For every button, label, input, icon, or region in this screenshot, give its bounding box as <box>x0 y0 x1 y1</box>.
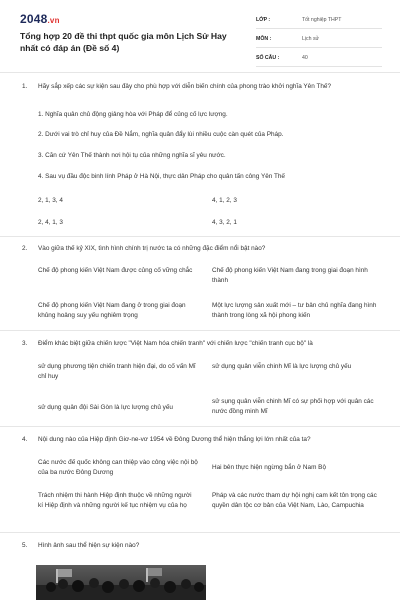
logo-suffix: .vn <box>47 16 60 25</box>
question-text: Hình ảnh sau thể hiện sự kiện nào? <box>38 542 140 549</box>
answer-option[interactable]: 2, 4, 1, 3 <box>38 219 63 226</box>
site-logo[interactable] <box>20 12 60 26</box>
question-divider <box>0 426 400 427</box>
exam-meta <box>256 14 382 71</box>
answer-option[interactable]: Chế độ phong kiến Việt Nam đang trong giai đoạn hình thành <box>212 267 368 284</box>
question-number: 4. <box>22 436 28 443</box>
list-item: 4. Sau vụ đầu độc binh lính Pháp ở Hà Nội, thực dân Pháp cho quân tấn công Yên Thế <box>38 173 285 180</box>
question-divider <box>0 532 400 533</box>
question-text: Điểm khác biệt giữa chiến lược "Việt Nam hóa chiến tranh" với chiến lược "chiến tranh cục bộ" là <box>38 340 313 347</box>
question-number: 5. <box>22 542 28 549</box>
meta-value: Lịch sử <box>302 36 320 42</box>
exam-header <box>20 12 382 72</box>
header-divider <box>0 72 400 73</box>
answer-option[interactable]: 4, 3, 2, 1 <box>212 219 237 226</box>
question-text: Nội dung nào của Hiệp định Giơ-ne-vơ 1954 về Đông Dương thể hiện thắng lợi lớn nhất của ta? <box>38 436 311 443</box>
answer-option[interactable]: 4, 1, 2, 3 <box>212 197 237 204</box>
meta-question-count <box>256 52 382 67</box>
logo-text: 2048 <box>20 12 48 26</box>
list-item: 2. Dưới vai trò chỉ huy của Đề Nắm, nghĩa quân đẩy lùi nhiều cuộc càn quét của Pháp. <box>38 131 284 138</box>
meta-value: Tốt nghiệp THPT <box>302 17 342 23</box>
answer-option[interactable]: 2, 1, 3, 4 <box>38 197 63 204</box>
question-divider <box>0 236 400 237</box>
answer-option[interactable]: Trách nhiệm thi hành Hiệp định thuộc về những người kí Hiệp định và những người kế tục nhiệm vụ của họ <box>38 492 192 509</box>
answer-option[interactable]: Một lực lượng sản xuất mới – tư bản chủ nghĩa đang hình thành trong lòng xã hội phong kiến <box>212 302 377 319</box>
answer-option[interactable]: Hai bên thực hiện ngừng bắn ở Nam Bộ <box>212 464 326 471</box>
question-number: 3. <box>22 340 28 347</box>
meta-class <box>256 14 382 29</box>
question-text: Vào giữa thế kỷ XIX, tình hình chính trị nước ta có những đặc điểm nổi bật nào? <box>38 245 266 252</box>
answer-option[interactable]: Các nước đế quốc không can thiệp vào công việc nội bộ của ba nước Đông Dương <box>38 459 198 476</box>
answer-option[interactable]: Chế độ phong kiến Việt Nam được củng cố vững chắc <box>38 267 193 274</box>
answer-option[interactable]: sử dụng phương tiện chiến tranh hiện đại, do cố vấn Mĩ chỉ huy <box>38 363 196 380</box>
question-number: 1. <box>22 83 28 90</box>
question-photo <box>36 565 206 600</box>
meta-key: SỐ CÂU : <box>256 55 280 61</box>
answer-option[interactable]: Pháp và các nước tham dự hội nghị cam kết tôn trọng các quyền dân tộc cơ bản của Việt Nam, Lào, Campuchia <box>212 492 377 509</box>
question-divider <box>0 330 400 331</box>
meta-value: 40 <box>302 55 308 61</box>
historical-photo-image <box>36 565 206 600</box>
list-item: 3. Căn cứ Yên Thế thành nơi hội tụ của những nghĩa sĩ yêu nước. <box>38 152 226 159</box>
answer-option[interactable]: Chế độ phong kiến Việt Nam đang ở trong giai đoạn khủng hoảng suy yếu nghiêm trọng <box>38 302 186 319</box>
meta-key: LỚP : <box>256 17 271 23</box>
meta-key: MÔN : <box>256 36 272 42</box>
meta-subject <box>256 33 382 48</box>
answer-option[interactable]: sử sụng quân viễn chinh Mĩ có sự phối hợp với quân các nước đồng minh Mĩ <box>212 398 374 415</box>
list-item: 1. Nghĩa quân chủ động giảng hòa với Pháp để củng cố lực lượng. <box>38 111 228 118</box>
exam-title: Tổng hợp 20 đề thi thpt quốc gia môn Lịch Sử Hay nhất có đáp án (Đề số 4) <box>20 31 227 53</box>
answer-option[interactable]: sử dụng quân viễn chinh Mĩ là lực lượng chủ yếu <box>212 363 352 370</box>
question-text: Hãy sắp xếp các sự kiện sau đây cho phù hợp với diễn biến chính của phong trào khởi nghĩa Yên Thế? <box>38 83 332 90</box>
answer-option[interactable]: sử dụng quân đội Sài Gòn là lực lượng chủ yếu <box>38 404 173 411</box>
question-number: 2. <box>22 245 28 252</box>
